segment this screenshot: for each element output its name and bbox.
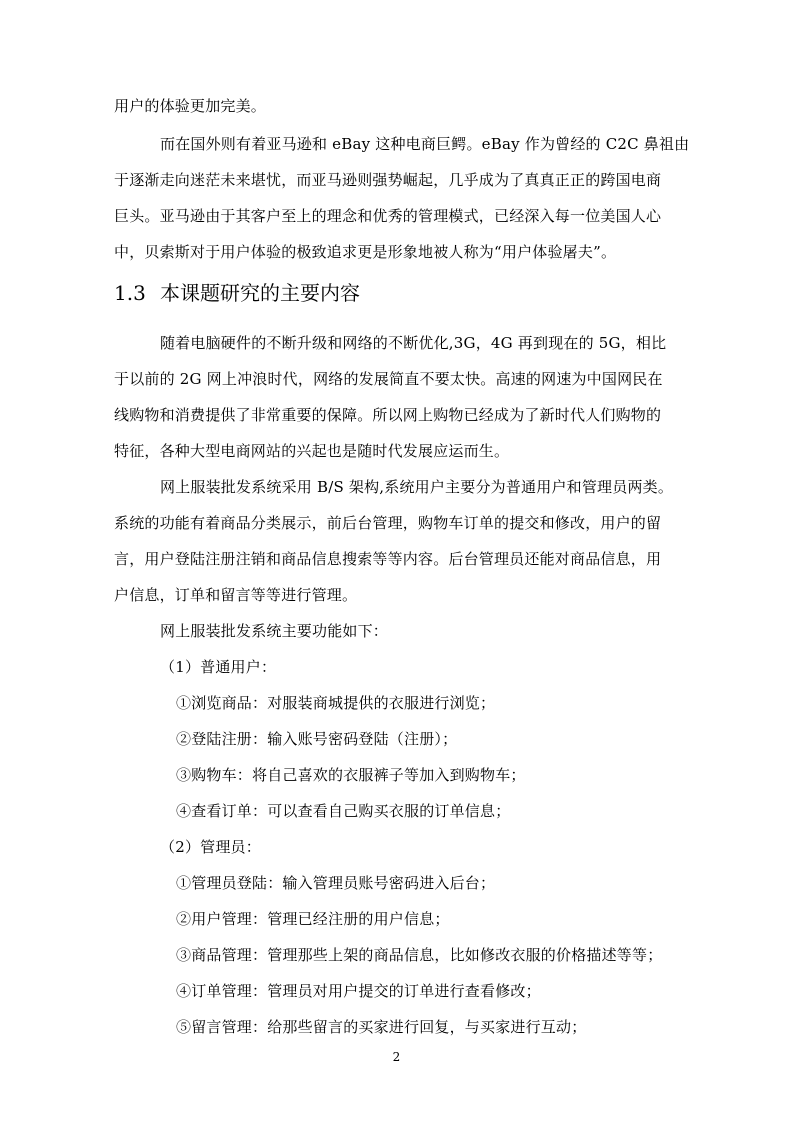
body-text-line: 而在国外则有着亚马逊和 eBay 这种电商巨鳄。eBay 作为曾经的 C2C 鼻祖由 <box>160 135 690 153</box>
list-item: ②登陆注册：输入账号密码登陆（注册）； <box>176 730 458 748</box>
list-item: ②用户管理：管理已经注册的用户信息； <box>176 910 450 928</box>
functions-intro: 网上服装批发系统主要功能如下： <box>160 622 389 640</box>
body-text-line: 网上服装批发系统采用 B/S 架构,系统用户主要分为普通用户和管理员两类。 <box>160 478 674 496</box>
body-text-line: 于以前的 2G 网上冲浪时代，网络的发展简直不要太快。高速的网速为中国网民在 <box>114 370 663 388</box>
body-text-line: 用户的体验更加完美。 <box>114 97 267 115</box>
list-item: ③购物车：将自己喜欢的衣服裤子等加入到购物车； <box>176 766 526 784</box>
body-text-line: 系统的功能有着商品分类展示，前后台管理，购物车订单的提交和修改，用户的留 <box>114 514 662 532</box>
list-item: ⑤留言管理：给那些留言的买家进行回复，与买家进行互动； <box>176 1018 587 1036</box>
group-label-user: （1）普通用户： <box>160 658 277 676</box>
list-item: ③商品管理：管理那些上架的商品信息，比如修改衣服的价格描述等等； <box>176 946 663 964</box>
section-heading <box>114 280 360 306</box>
body-text-line: 言，用户登陆注册注销和商品信息搜索等等内容。后台管理员还能对商品信息，用 <box>114 550 662 568</box>
page-number: 2 <box>392 1050 401 1064</box>
body-text-line: 于逐渐走向迷茫未来堪忧，而亚马逊则强势崛起，几乎成为了真真正正的跨国电商 <box>114 171 662 189</box>
section-number: 1.3 <box>114 281 146 305</box>
body-text-line: 线购物和消费提供了非常重要的保障。所以网上购物已经成为了新时代人们购物的 <box>114 406 662 424</box>
list-item: ④查看订单：可以查看自己购买衣服的订单信息； <box>176 802 511 820</box>
list-item: ④订单管理：管理员对用户提交的订单进行查看修改； <box>176 982 541 1000</box>
list-item: ①浏览商品：对服装商城提供的衣服进行浏览； <box>176 694 496 712</box>
body-text-line: 特征，各种大型电商网站的兴起也是随时代发展应运而生。 <box>114 442 510 460</box>
list-item: ①管理员登陆：输入管理员账号密码进入后台； <box>176 874 496 892</box>
body-text-line: 随着电脑硬件的不断升级和网络的不断优化,3G，4G 再到现在的 5G，相比 <box>160 334 667 352</box>
group-label-admin: （2）管理员： <box>160 838 261 856</box>
body-text-line: 户信息，订单和留言等等进行管理。 <box>114 586 358 604</box>
body-text-line: 巨头。亚马逊由于其客户至上的理念和优秀的管理模式，已经深入每一位美国人心 <box>114 207 662 225</box>
body-text-line: 中，贝索斯对于用户体验的极致追求更是形象地被人称为“用户体验屠夫”。 <box>114 243 617 261</box>
section-title: 本课题研究的主要内容 <box>160 281 360 305</box>
